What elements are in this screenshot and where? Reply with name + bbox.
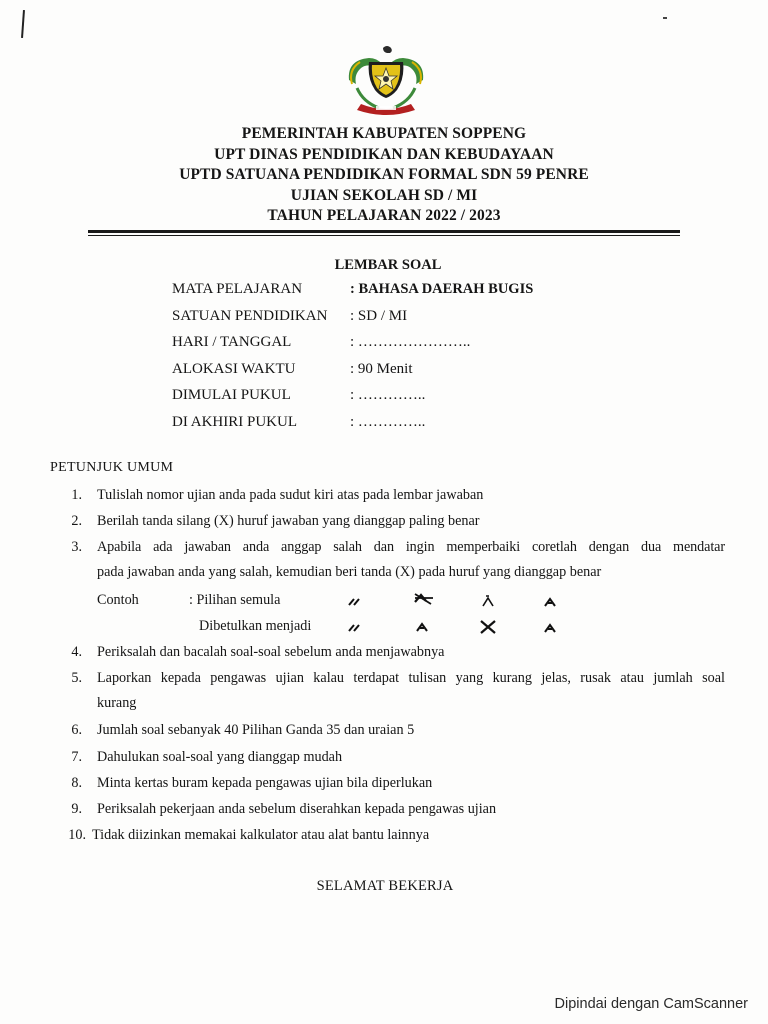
info-value: : ………….. — [350, 387, 426, 404]
item-text: Dahulukan soal-soal yang dianggap mudah — [97, 749, 343, 765]
closing-remark: SELAMAT BEKERJA — [316, 878, 454, 894]
info-label: DIMULAI PUKUL — [172, 387, 291, 404]
item-number: 7. — [71, 749, 82, 765]
info-value: : SD / MI — [350, 307, 408, 324]
example-label: Contoh — [97, 592, 139, 608]
item-text-cont: pada jawaban anda yang salah, kemudian beri tanda (X) pada huruf yang dianggap benar — [97, 564, 602, 580]
lontara-glyph-icon — [542, 621, 558, 635]
item-text: Berilah tanda silang (X) huruf jawaban yang dianggap paling benar — [97, 513, 480, 529]
item-number: 2. — [71, 513, 82, 529]
item-number: 4. — [71, 644, 82, 660]
lontara-glyph-icon — [347, 621, 363, 635]
item-text: Tulislah nomor ujian anda pada sudut kiri atas pada lembar jawaban — [97, 487, 484, 503]
info-value: : ………………….. — [350, 334, 471, 351]
letterhead-line: UPTD SATUANA PENDIDIKAN FORMAL SDN 59 PENRE — [179, 166, 589, 183]
item-number: 5. — [71, 670, 82, 686]
item-text-cont: kurang — [97, 695, 137, 711]
item-number: 3. — [71, 539, 82, 555]
info-value: : ………….. — [350, 413, 426, 430]
lontara-glyph-icon — [347, 595, 363, 609]
item-text: Periksalah pekerjaan anda sebelum diserahkan kepada pengawas ujian — [97, 801, 497, 817]
item-number: 6. — [71, 722, 82, 738]
letterhead-line: UJIAN SEKOLAH SD / MI — [290, 186, 478, 204]
cross-mark-icon — [478, 618, 498, 636]
header-divider-thin — [88, 235, 680, 236]
item-number: 1. — [71, 487, 82, 503]
item-text: Periksalah dan bacalah soal-soal sebelum anda menjawabnya — [97, 644, 445, 660]
lontara-glyph-icon — [542, 595, 558, 609]
item-text: Tidak diizinkan memakai kalkulator atau alat bantu lainnya — [92, 827, 430, 843]
item-number: 9. — [71, 801, 82, 817]
soppeng-emblem-icon — [343, 44, 429, 116]
info-label: HARI / TANGGAL — [172, 334, 292, 351]
lontara-glyph-icon — [414, 620, 430, 634]
letterhead-line: UPT DINAS PENDIDIKAN DAN KEBUDAYAAN — [214, 145, 554, 163]
item-text: Laporkan kepada pengawas ujian kalau terdapat tulisan yang kurang jelas, rusak atau jumlah soal — [97, 670, 725, 686]
crossed-answer-icon — [412, 590, 434, 608]
item-number: 10. — [68, 827, 86, 843]
lontara-glyph-icon — [480, 594, 496, 608]
letterhead-line: TAHUN PELAJARAN 2022 / 2023 — [267, 207, 501, 224]
scanner-watermark: Dipindai dengan CamScanner — [554, 996, 748, 1012]
item-text: Minta kertas buram kepada pengawas ujian bila diperlukan — [97, 775, 433, 791]
example-original-label: : Pilihan semula — [189, 592, 281, 608]
info-value: : BAHASA DAERAH BUGIS — [350, 281, 534, 297]
info-label: MATA PELAJARAN — [172, 281, 303, 297]
info-value: : 90 Menit — [350, 360, 413, 377]
letterhead-line: PEMERINTAH KABUPATEN SOPPENG — [241, 125, 527, 142]
item-number: 8. — [71, 775, 82, 791]
instructions-heading: PETUNJUK UMUM — [50, 460, 174, 475]
letterhead — [0, 124, 768, 227]
pen-mark — [21, 10, 25, 38]
scan-speck — [663, 17, 667, 19]
example-corrected-label: Dibetulkan menjadi — [199, 618, 312, 634]
info-label: ALOKASI WAKTU — [172, 360, 296, 377]
info-label: DI AKHIRI PUKUL — [172, 413, 297, 430]
sheet-title: LEMBAR SOAL — [334, 257, 442, 273]
header-divider — [88, 230, 680, 233]
item-text: Apabila ada jawaban anda anggap salah dan ingin memperbaiki coretlah dengan dua mendatar — [97, 539, 725, 555]
info-label: SATUAN PENDIDIKAN — [172, 307, 328, 324]
item-text: Jumlah soal sebanyak 40 Pilihan Ganda 35 dan uraian 5 — [97, 722, 415, 738]
